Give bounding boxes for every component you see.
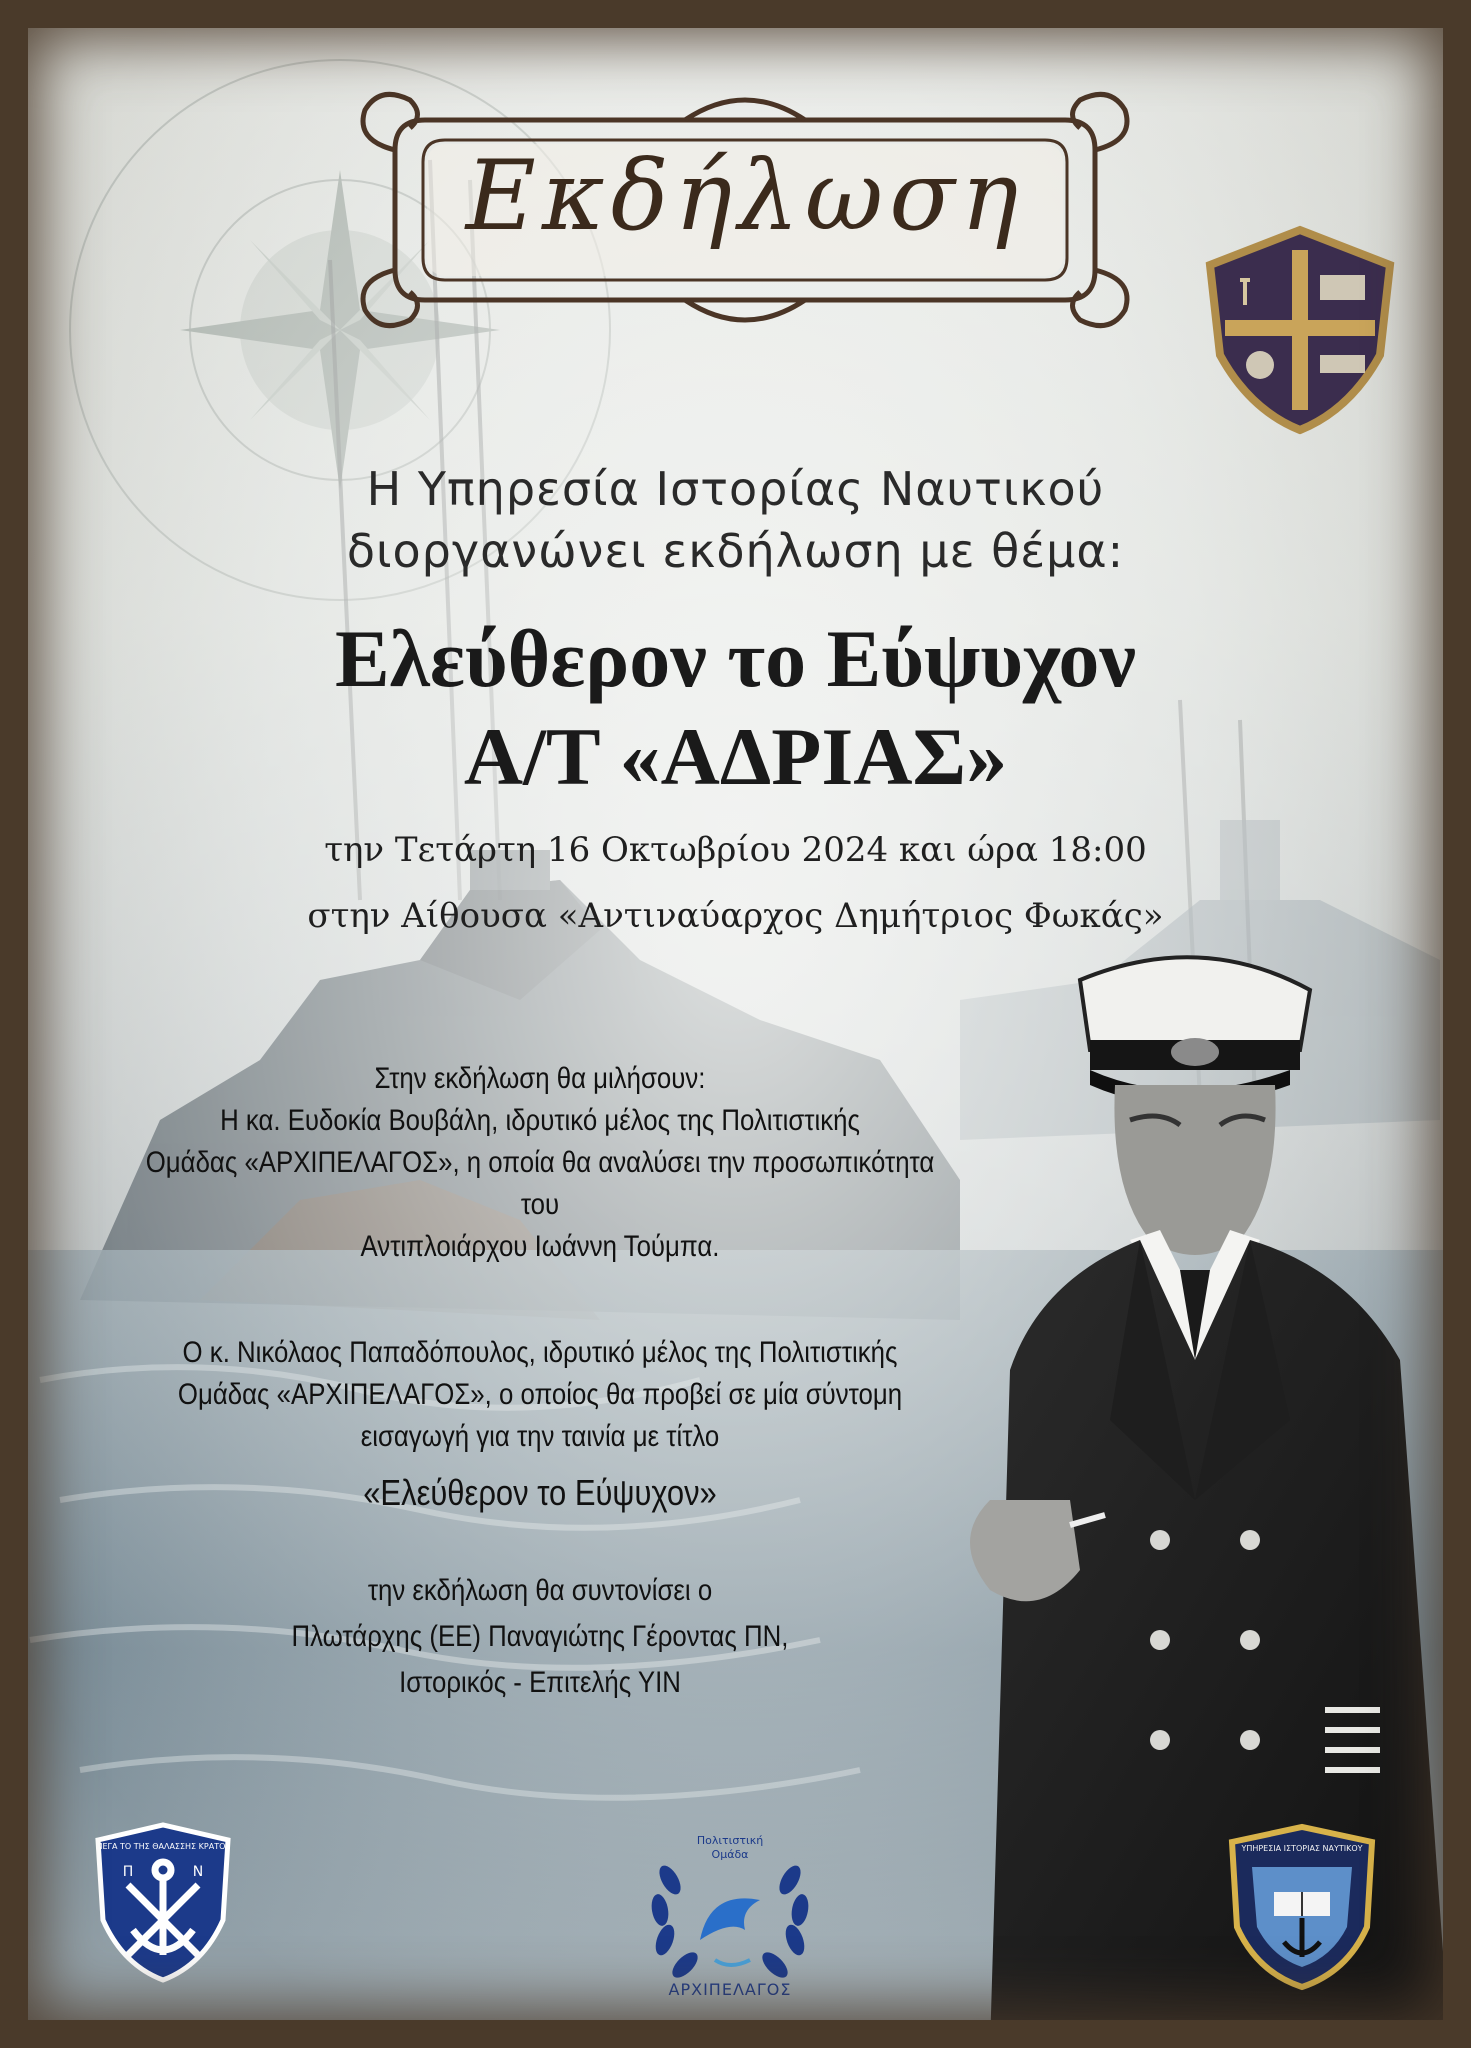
film-title: «Ελεύθερον το Εύψυχον» bbox=[363, 1472, 717, 1513]
speaker1-line2: Ομάδας «ΑΡΧΙΠΕΛΑΓΟΣ», η οποία θα αναλύσει την προσωπικότητα του bbox=[145, 1146, 935, 1221]
speakers-block bbox=[127, 1058, 953, 1704]
navy-logo-letter-left: Π bbox=[122, 1864, 134, 1880]
event-date: την Τετάρτη 16 Οκτωβρίου 2024 και ώρα 18:00 bbox=[324, 830, 1147, 870]
event-title-line2: Α/Τ «ΑΔΡΙΑΣ» bbox=[463, 711, 1008, 802]
speaker1-line3: Αντιπλοιάρχου Ιωάννη Τούμπα. bbox=[360, 1230, 720, 1263]
speaker1-line1: Η κα. Ευδοκία Βουβάλη, ιδρυτικό μέλος της Πολιτιστικής bbox=[220, 1104, 860, 1137]
cartouche-title: Εκδήλωση bbox=[465, 140, 1025, 252]
speaker2-line1: Ο κ. Νικόλαος Παπαδόπουλος, ιδρυτικό μέλος της Πολιτιστικής bbox=[182, 1336, 898, 1369]
naval-officer-portrait bbox=[930, 940, 1470, 2048]
naval-history-service-logo bbox=[1222, 1822, 1382, 1992]
navy-logo-letter-right: Ν bbox=[192, 1864, 204, 1880]
speaker2-line3: εισαγωγή για την ταινία με τίτλο bbox=[360, 1420, 720, 1453]
navy-shield-crest-icon bbox=[1200, 225, 1400, 435]
intro-text bbox=[120, 462, 1351, 578]
archipelagos-top-line2: Ομάδα bbox=[711, 1848, 749, 1861]
navy-logo-ring-text: ΜΕΓΑ ΤΟ ΤΗΣ ΘΑΛΑΣΣΗΣ ΚΡΑΤΟΣ bbox=[95, 1842, 231, 1851]
event-title bbox=[120, 610, 1351, 806]
archipelagos-name: ΑΡΧΙΠΕΛΑΓΟΣ bbox=[668, 1980, 792, 1999]
archipelagos-logo bbox=[630, 1820, 830, 2010]
speaker2-line2: Ομάδας «ΑΡΧΙΠΕΛΑΓΟΣ», ο οποίος θα προβεί σε μία σύντομη bbox=[177, 1378, 903, 1411]
history-logo-ring-text: ΥΠΗΡΕΣΙΑ ΙΣΤΟΡΙΑΣ ΝΑΥΤΙΚΟΥ bbox=[1241, 1844, 1363, 1853]
moderator-line2: Πλωτάρχης (ΕΕ) Παναγιώτης Γέροντας ΠΝ, bbox=[291, 1620, 789, 1653]
event-title-line1: Ελεύθερον το Εύψυχον bbox=[334, 613, 1137, 704]
moderator-line3: Ιστορικός - Επιτελής ΥΙΝ bbox=[399, 1666, 681, 1699]
hellenic-navy-logo bbox=[88, 1820, 238, 1985]
moderator-line1: την εκδήλωση θα συντονίσει ο bbox=[367, 1574, 713, 1607]
archipelagos-top-line1: Πολιτιστική bbox=[696, 1834, 764, 1847]
event-venue: στην Αίθουσα «Αντιναύαρχος Δημήτριος Φωκάς» bbox=[307, 896, 1164, 936]
event-datetime bbox=[120, 830, 1351, 936]
speakers-heading: Στην εκδήλωση θα μιλήσουν: bbox=[374, 1062, 706, 1095]
organizer-subline: διοργανώνει εκδήλωση με θέμα: bbox=[346, 524, 1125, 578]
organizer-line: Η Υπηρεσία Ιστορίας Ναυτικού bbox=[366, 462, 1105, 516]
